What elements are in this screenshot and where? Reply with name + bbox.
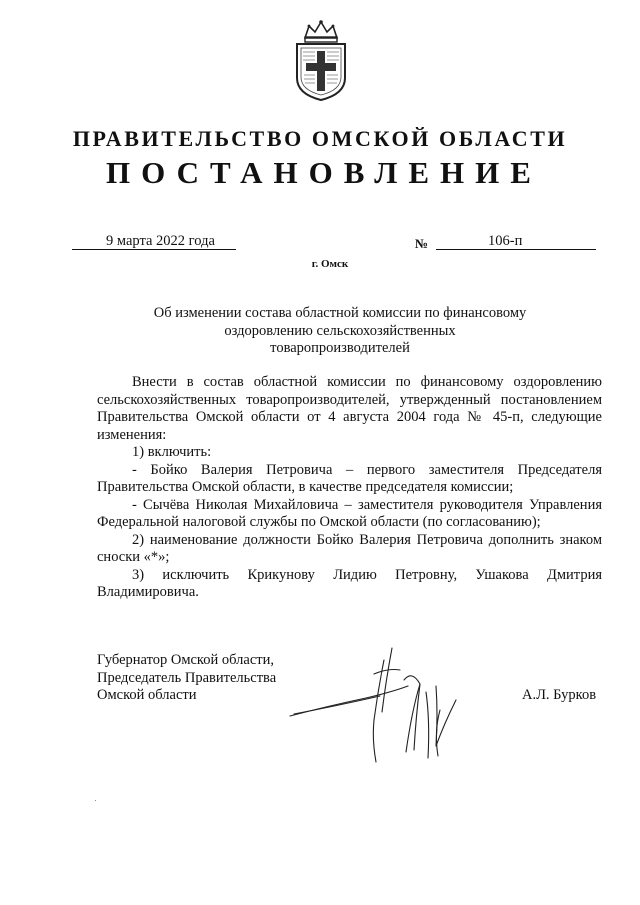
body-item-2: 2) наименование должности Бойко Валерия Петровича дополнить знаком сноски «*»; bbox=[97, 531, 602, 565]
signatory-position bbox=[97, 652, 276, 705]
subject-line: товаропроизводителей bbox=[270, 340, 410, 356]
document-subject bbox=[140, 305, 540, 358]
document-type-title: ПОСТАНОВЛЕНИЕ bbox=[106, 155, 542, 190]
handwritten-signature bbox=[288, 640, 498, 770]
number-label: № bbox=[415, 236, 429, 251]
document-body bbox=[97, 374, 602, 602]
signatory-name: А.Л. Бурков bbox=[522, 687, 597, 703]
coat-of-arms-icon bbox=[291, 18, 351, 102]
signatory-position-line: Председатель Правительства bbox=[97, 669, 277, 686]
document-number: 106-п bbox=[436, 233, 596, 250]
body-item-3: 3) исключить Крикунову Лидию Петровну, Ушакова Дмитрия Владимировича. bbox=[97, 566, 602, 600]
body-item-1b: - Сычёва Николая Михайловича – заместителя руководителя Управления Федеральной налоговой службы по Омской области (по согласованию); bbox=[97, 496, 602, 530]
document-date: 9 марта 2022 года bbox=[72, 233, 236, 250]
scan-speck bbox=[95, 800, 96, 801]
body-item-1: 1) включить: bbox=[132, 444, 212, 460]
subject-line: Об изменении состава областной комиссии по финансовому bbox=[153, 305, 527, 321]
signatory-position-line: Омской области bbox=[97, 687, 197, 703]
body-item-1a: - Бойко Валерия Петровича – первого заместителя Председателя Правительства Омской области, в качестве председателя комиссии; bbox=[97, 461, 602, 495]
body-intro-paragraph: Внести в состав областной комиссии по финансовому оздоровлению сельскохозяйственных товаропроизводителей, утвержденный постановлением Правительства Омской области от 4 августа 2004 года № 45-п, следующие изменения: bbox=[97, 374, 602, 443]
subject-line: оздоровлению сельскохозяйственных bbox=[224, 322, 456, 339]
signatory-position-line: Губернатор Омской области, bbox=[97, 652, 274, 668]
document-city: г. Омск bbox=[311, 258, 349, 270]
government-title: ПРАВИТЕЛЬСТВО ОМСКОЙ ОБЛАСТИ bbox=[72, 126, 568, 151]
